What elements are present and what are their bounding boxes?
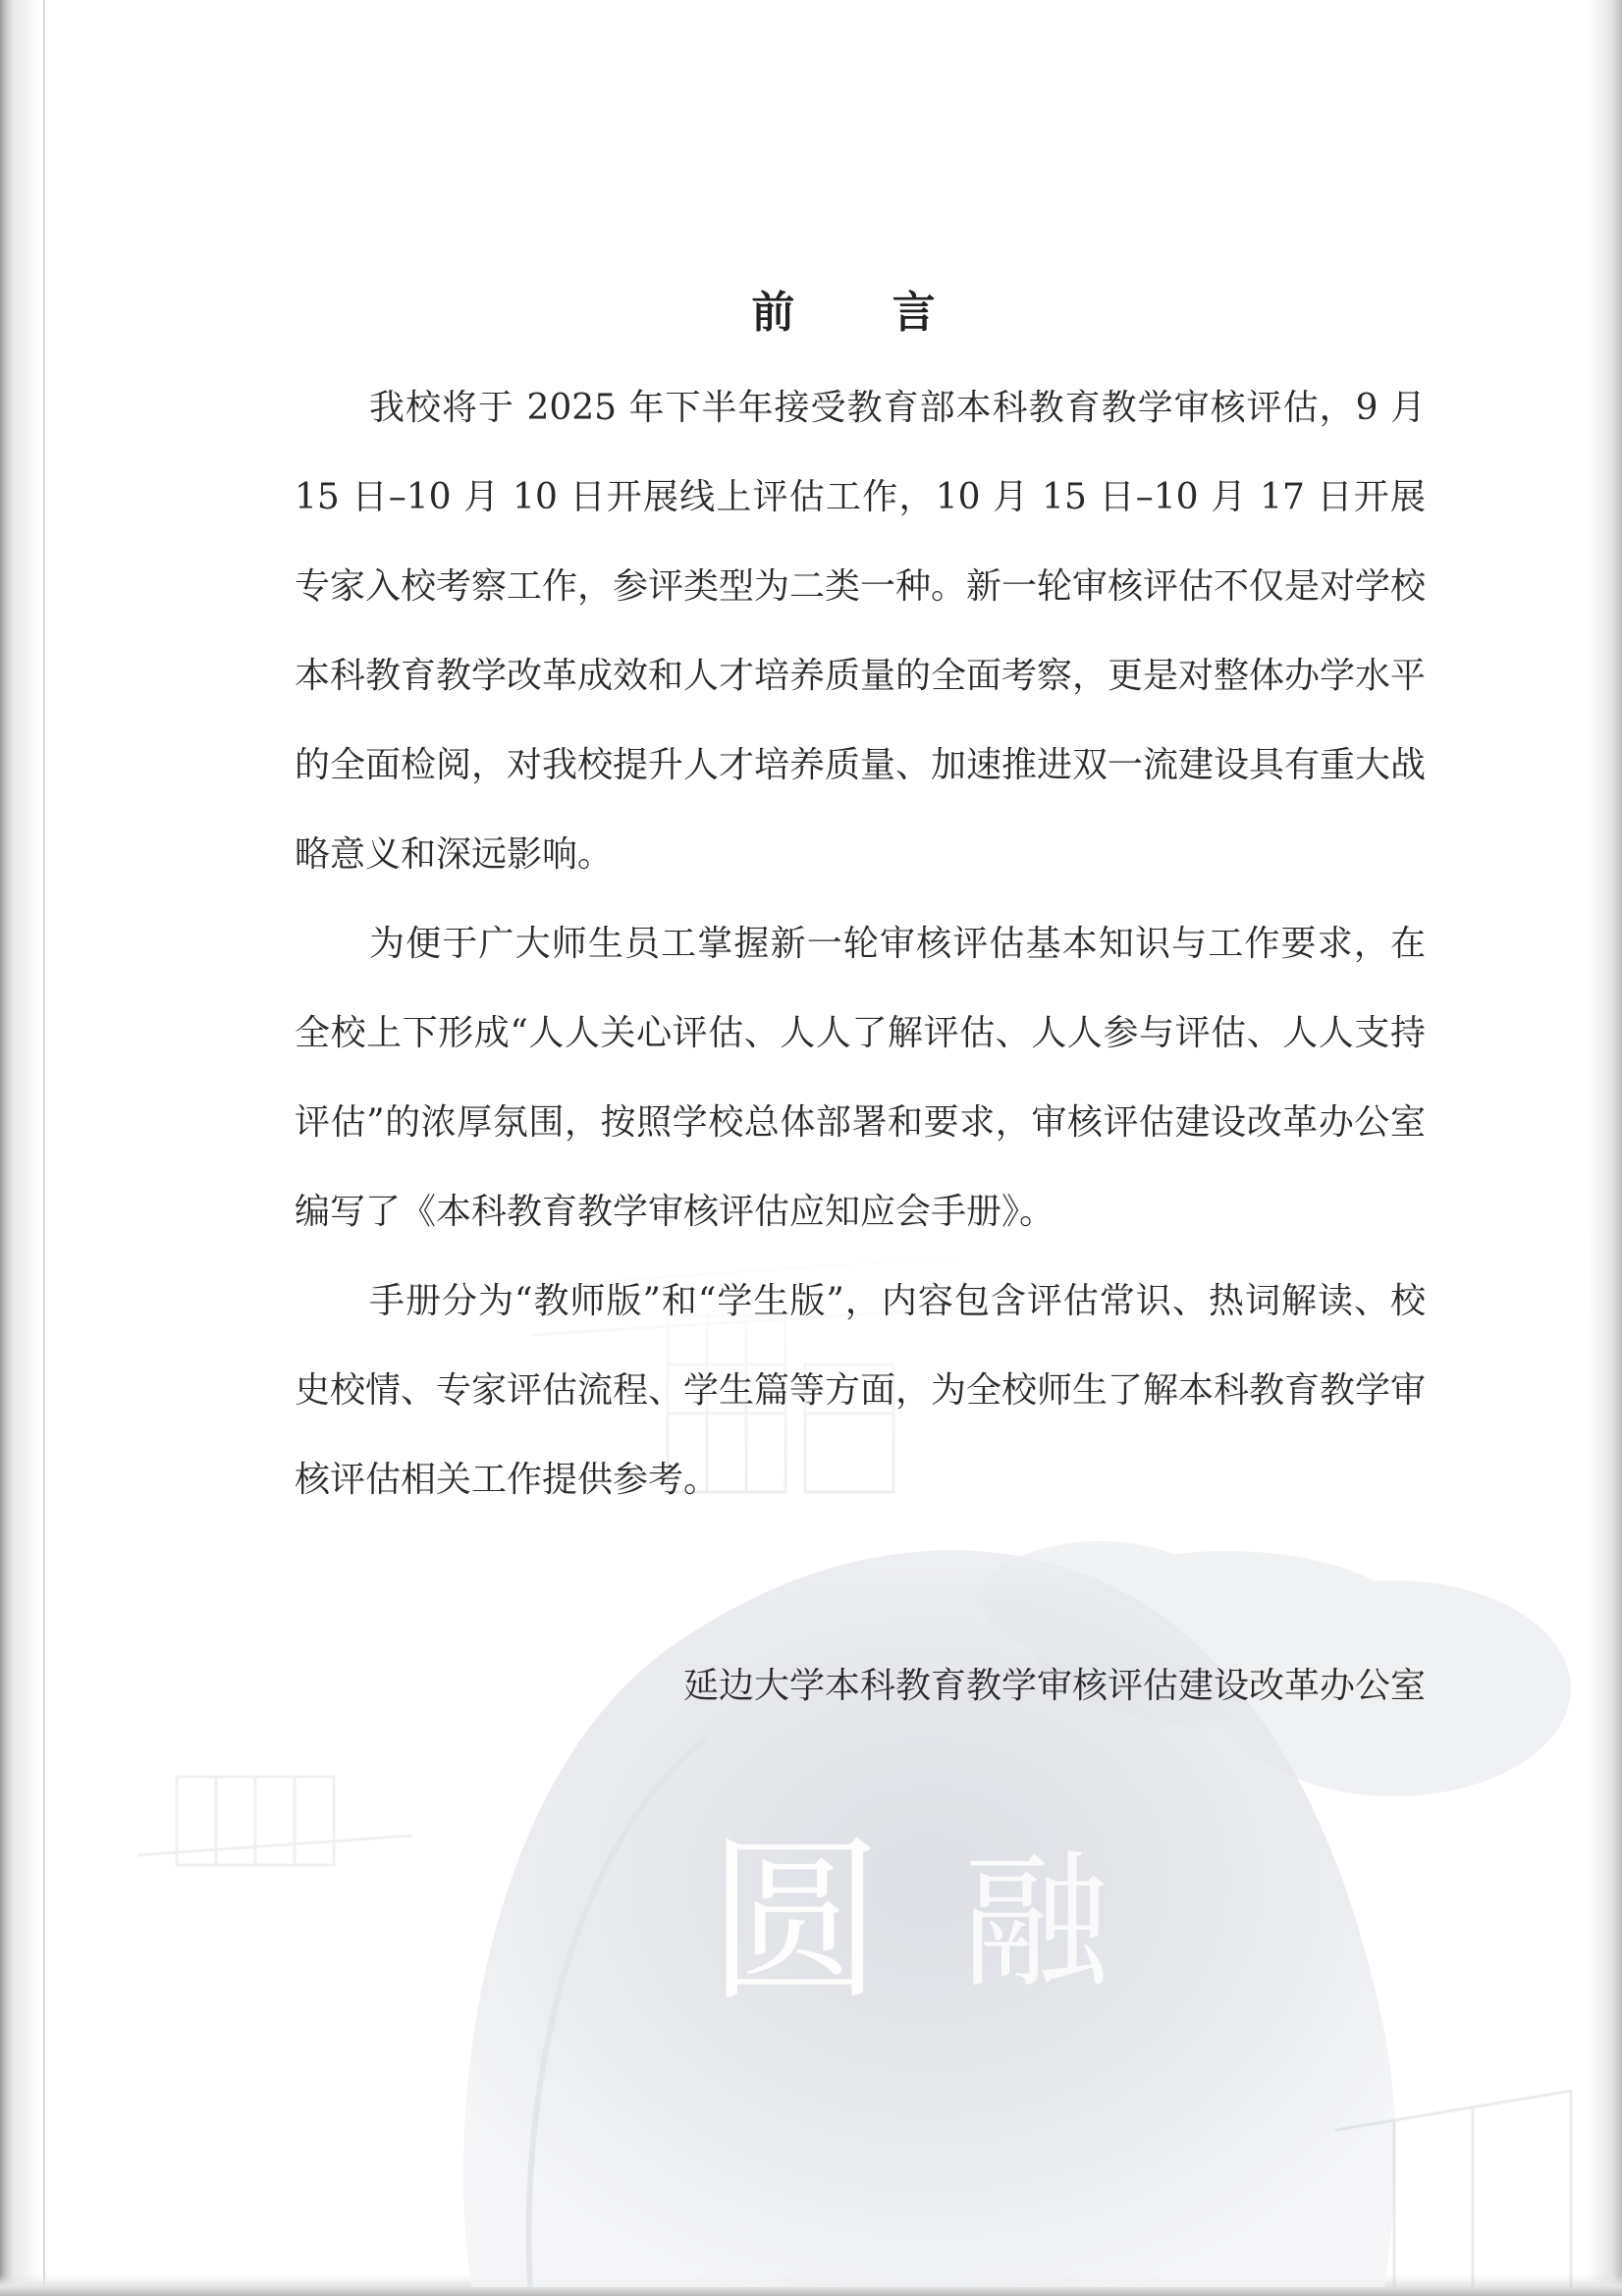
- stone-calligraphy-yuan: 圆: [707, 1820, 885, 2025]
- preface-body: [295, 363, 1426, 1524]
- page-title: 前 言: [751, 288, 977, 338]
- scan-binding-edge: [0, 0, 41, 2296]
- paragraph-3: 手册分为“教师版”和“学生版”，内容包含评估常识、热词解读、校史校情、专家评估流程、学生篇等方面，为全校师生了解本科教育教学审核评估相关工作提供参考。: [295, 1281, 1427, 1500]
- paragraph-2: 为便于广大师生员工掌握新一轮审核评估基本知识与工作要求，在全校上下形成“人人关心评估、人人了解评估、人人参与评估、人人支持评估”的浓厚氛围，按照学校总体部署和要求，审核评估建设改革办公室编写了《本科教育教学审核评估应知应会手册》。: [295, 924, 1426, 1232]
- scan-right-edge: [1587, 0, 1622, 2296]
- scan-binding-line: [43, 0, 45, 2296]
- paragraph-1: 我校将于 2025 年下半年接受教育部本科教育教学审核评估，9 月 15 日–10 月 10 日开展线上评估工作，10 月 15 日–10 月 17 日开展专家入校考察工作，参评类型为二类一种。新一轮审核评估不仅是对学校本科教育教学改革成效和人才培养质量的全面考察，更是对整体办学水平的全面检阅，对我校提升人才培养质量、加速推进双一流建设具有重大战略意义和深远影响。: [295, 388, 1427, 875]
- signature-office: 延边大学本科教育教学审核评估建设改革办公室: [682, 1666, 1426, 1706]
- stone-calligraphy-rong: 融: [962, 1838, 1110, 2008]
